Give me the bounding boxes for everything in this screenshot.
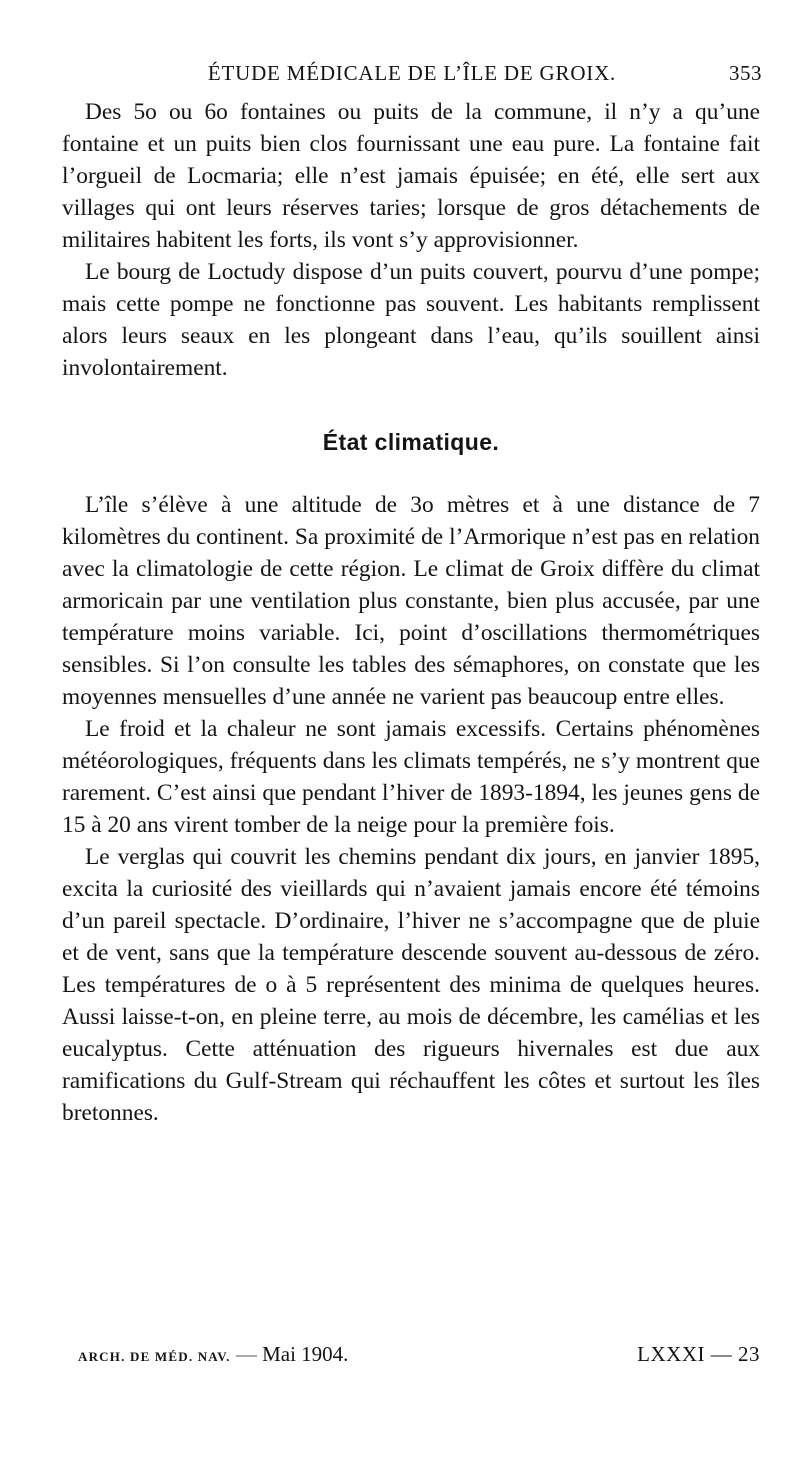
section-title: État climatique. [322,429,500,455]
paragraph-verglas: Le verglas qui couvrit les chemins pendant dix jours, en janvier 1895, excita la curiosité des vieillards qui n’avaient jamais encore été témoins d’un pareil spectacle. D’ordinaire, l’hiver ne s’accompagne que de pluie et de vent, sans que la température descende souvent au-dessous de zéro. Les températures de o à 5 représentent des minima de quelques heures. Aussi laisse-t-on, en pleine terre, au mois de décembre, les camélias et les eucalyptus. Cette atténuation des rigueurs hivernales est due aux ramifications du Gulf-Stream qui réchauffent les côtes et surtout les îles bretonnes. [62,844,760,1126]
paragraph-altitude: L’île s’élève à une altitude de 3o mètres et à une distance de 7 kilomètres du continent. Sa proximité de l’Armorique n’est pas en relation avec la climatologie de cette région. Le climat de Groix diffère du climat armoricain par une ventilation plus constante, bien plus accusée, par une température moins variable. Ici, point d’oscillations thermométriques sensibles. Si l’on consulte les tables des sémaphores, on constate que les moyennes mensuelles d’une année ne varient pas beaucoup entre elles. [62,492,760,710]
footer-left [78,1339,348,1372]
footer-date: Mai 1904. [262,1342,349,1366]
paragraph-cold-heat: Le froid et la chaleur ne sont jamais excessifs. Certains phénomènes météorologiques, fréquents dans les climats tempérés, ne s’y montrent que rarement. C’est ainsi que pendant l’hiver de 1893-1894, les jeunes gens de 15 à 20 ans virent tomber de la neige pour la première fois. [62,716,760,838]
page-body [62,96,760,1129]
footer-separator: — [235,1342,257,1366]
volume-sheet: LXXXI — 23 [637,1342,760,1366]
paragraph-fountains: Des 5o ou 6o fontaines ou puits de la commune, il n’y a qu’une fontaine et un puits bien clos fournissant une eau pure. La fontaine fait l’orgueil de Locmaria; elle n’est jamais épuisée; en été, elle sert aux villages qui ont leurs réserves taries; lorsque de gros détachements de militaires habitent les forts, ils vont s’y approvisionner. [62,99,760,253]
running-title: ÉTUDE MÉDICALE DE L’ÎLE DE GROIX. [207,61,617,85]
journal-abbrev: ARCH. DE MÉD. NAV. [78,1349,231,1364]
page-number: 353 [729,61,762,85]
running-head [62,58,762,88]
page-footer [78,1339,760,1369]
paragraph-loctudy-well: Le bourg de Loctudy dispose d’un puits couvert, pourvu d’une pompe; mais cette pompe ne fonctionne pas souvent. Les habitants remplissent alors leurs seaux en les plongeant dans l’eau, qu’ils souillent ainsi involontairement. [62,259,760,381]
